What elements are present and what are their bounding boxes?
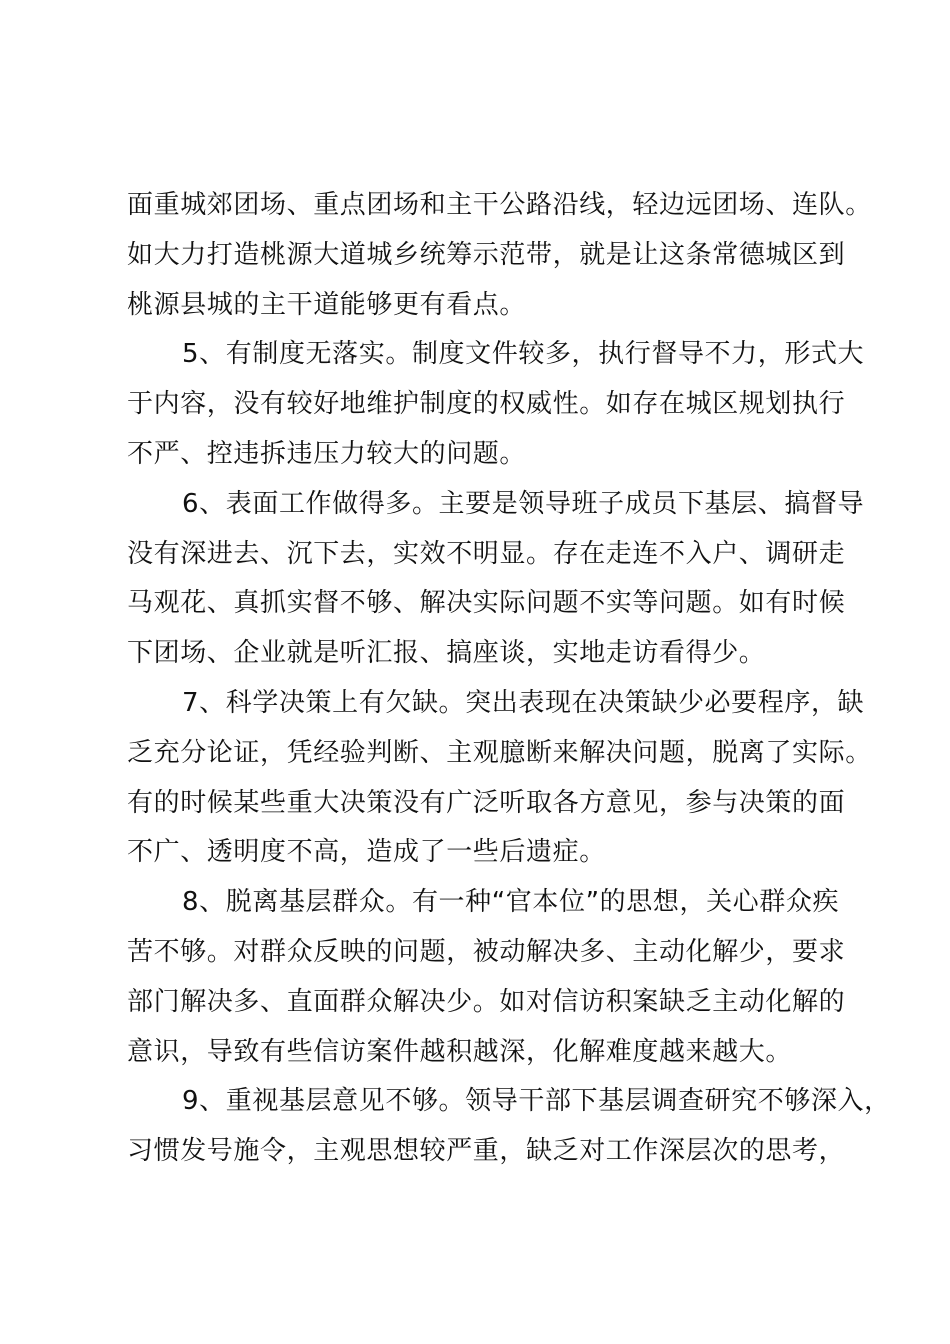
text-line: 如大力打造桃源大道城乡统筹示范带，就是让这条常德城区到: [127, 239, 846, 270]
text-line: 部门解决多、直面群众解决少。如对信访积案缺乏主动化解的: [127, 986, 846, 1017]
paragraph-7-heading-line: 7、科学决策上有欠缺。突出表现在决策缺少必要程序，缺: [182, 687, 865, 718]
text-line: 习惯发号施令，主观思想较严重，缺乏对工作深层次的思考，: [127, 1136, 846, 1167]
paragraph-6-heading-line: 6、表面工作做得多。主要是领导班子成员下基层、搞督导: [182, 488, 865, 519]
text-line: 乏充分论证，凭经验判断、主观臆断来解决问题，脱离了实际。: [127, 737, 872, 768]
text-line: 意识，导致有些信访案件越积越深，化解难度越来越大。: [127, 1036, 793, 1067]
text-line: 没有深进去、沉下去，实效不明显。存在走连不入户、调研走: [127, 538, 846, 569]
text-line: 桃源县城的主干道能够更有看点。: [127, 289, 527, 320]
text-line: 于内容，没有较好地维护制度的权威性。如存在城区规划执行: [127, 389, 846, 420]
text-line: 有的时候某些重大决策没有广泛听取各方意见，参与决策的面: [127, 787, 846, 818]
paragraph-5-heading-line: 5、有制度无落实。制度文件较多，执行督导不力，形式大: [182, 339, 865, 370]
text-line: 面重城郊团场、重点团场和主干公路沿线，轻边远团场、连队。: [127, 190, 872, 220]
paragraph-9-heading-line: 9、重视基层意见不够。领导干部下基层调查研究不够深入，: [182, 1086, 891, 1117]
document-body: [127, 181, 891, 1177]
text-line: 不广、透明度不高，造成了一些后遗症。: [127, 837, 606, 868]
text-line: 下团场、企业就是听汇报、搞座谈，实地走访看得少。: [127, 638, 766, 669]
text-line: 不严、控违拆违压力较大的问题。: [127, 438, 527, 469]
text-line: 苦不够。对群众反映的问题，被动解决多、主动化解少，要求: [127, 936, 846, 967]
paragraph-8-heading-line: 8、脱离基层群众。有一种“官本位”的思想，关心群众疾: [182, 887, 840, 918]
text-line: 马观花、真抓实督不够、解决实际问题不实等问题。如有时候: [127, 588, 846, 619]
